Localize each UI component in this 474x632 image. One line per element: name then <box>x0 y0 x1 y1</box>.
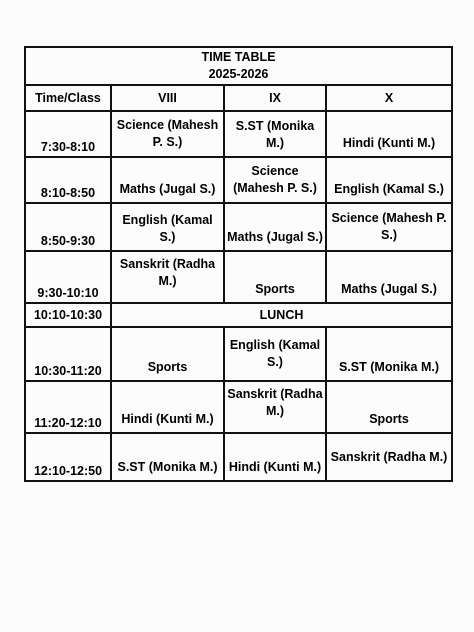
title-row <box>25 47 452 85</box>
cell-viii: English (Kamal S.) <box>111 203 224 251</box>
cell-ix: Maths (Jugal S.) <box>224 203 326 251</box>
timetable <box>24 46 453 482</box>
cell-viii: Maths (Jugal S.) <box>111 157 224 203</box>
table-row <box>25 327 452 381</box>
table-row <box>25 381 452 433</box>
cell-viii: Science (Mahesh P. S.) <box>111 111 224 157</box>
cell-x: Maths (Jugal S.) <box>326 251 452 303</box>
time-slot: 7:30-8:10 <box>25 111 111 157</box>
time-slot: 10:30-11:20 <box>25 327 111 381</box>
time-slot: 8:10-8:50 <box>25 157 111 203</box>
header-class-viii: VIII <box>111 85 224 111</box>
table-row <box>25 111 452 157</box>
cell-ix: English (Kamal S.) <box>224 327 326 381</box>
cell-viii: S.ST (Monika M.) <box>111 433 224 481</box>
cell-ix: Science (Mahesh P. S.) <box>224 157 326 203</box>
cell-viii: Sanskrit (Radha M.) <box>111 251 224 303</box>
cell-ix: Sanskrit (Radha M.) <box>224 381 326 433</box>
cell-x: Science (Mahesh P. S.) <box>326 203 452 251</box>
cell-x: Sanskrit (Radha M.) <box>326 433 452 481</box>
table-row <box>25 251 452 303</box>
time-slot: 10:10-10:30 <box>25 303 111 327</box>
cell-x: Hindi (Kunti M.) <box>326 111 452 157</box>
cell-ix: S.ST (Monika M.) <box>224 111 326 157</box>
cell-ix: Hindi (Kunti M.) <box>224 433 326 481</box>
cell-x: English (Kamal S.) <box>326 157 452 203</box>
time-slot: 11:20-12:10 <box>25 381 111 433</box>
header-row <box>25 85 452 111</box>
timetable-title: TIME TABLE <box>201 50 276 64</box>
time-slot: 12:10-12:50 <box>25 433 111 481</box>
header-class-ix: IX <box>224 85 326 111</box>
time-slot: 9:30-10:10 <box>25 251 111 303</box>
header-time-class: Time/Class <box>25 85 111 111</box>
cell-viii: Hindi (Kunti M.) <box>111 381 224 433</box>
title-cell <box>25 47 452 85</box>
cell-ix: Sports <box>224 251 326 303</box>
lunch-row <box>25 303 452 327</box>
table-row <box>25 203 452 251</box>
header-class-x: X <box>326 85 452 111</box>
cell-viii: Sports <box>111 327 224 381</box>
cell-x: S.ST (Monika M.) <box>326 327 452 381</box>
timetable-year: 2025-2026 <box>208 67 269 81</box>
time-slot: 8:50-9:30 <box>25 203 111 251</box>
lunch-cell: LUNCH <box>111 303 452 327</box>
cell-x: Sports <box>326 381 452 433</box>
table-row <box>25 157 452 203</box>
table-row <box>25 433 452 481</box>
